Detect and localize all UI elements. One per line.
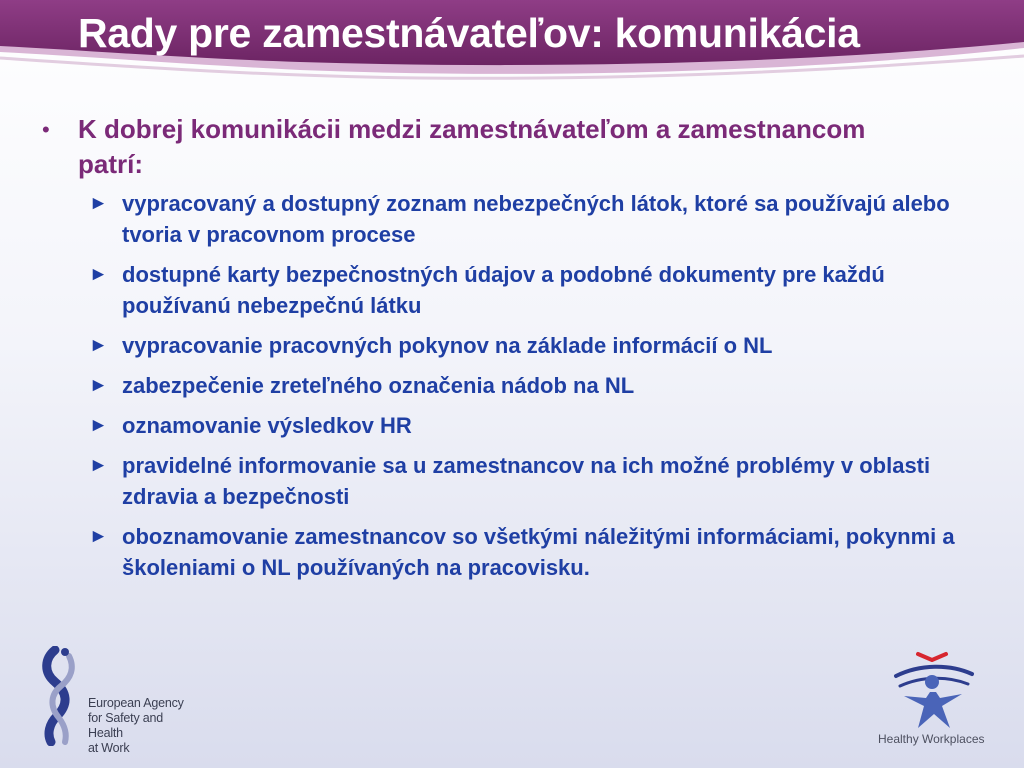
healthy-workplaces-emblem-icon: [870, 648, 1000, 732]
logo-text-line: for Safety and Health: [88, 711, 164, 740]
eu-osha-logo: [35, 646, 195, 755]
list-item: [89, 259, 992, 321]
title-banner: [0, 0, 1024, 92]
disc-bullet-icon: •: [42, 117, 50, 142]
eu-osha-emblem-icon: [35, 646, 95, 746]
triangle-right-icon: ►: [89, 264, 108, 285]
list-item: [89, 188, 992, 250]
eu-osha-logo-text: [88, 696, 195, 756]
triangle-right-icon: ►: [89, 455, 108, 476]
page-title: Rady pre zamestnávateľov: komunikácia: [78, 10, 860, 56]
list-item-text: zabezpečenie zreteľného označenia nádob na NL: [122, 373, 635, 398]
list-item: [89, 370, 992, 401]
list-item: [89, 410, 992, 441]
list-item-text: vypracovanie pracovných pokynov na základe informácií o NL: [122, 333, 773, 358]
list-item-text: pravidelné informovanie sa u zamestnancov na ich možné problémy v oblasti zdravia a bezpečnosti: [122, 453, 931, 509]
list-item: [89, 521, 992, 583]
list-item-text: oboznamovanie zamestnancov so všetkými náležitými informáciami, pokynmi a školeniami o NL používaných na pracovisku.: [122, 524, 955, 580]
main-bullet: [42, 112, 992, 182]
main-bullet-text: K dobrej komunikácii medzi zamestnávateľom a zamestnancom patrí:: [78, 114, 866, 179]
logo-text-line: European Agency: [88, 696, 184, 710]
healthy-workplaces-text: Healthy Workplaces: [878, 732, 985, 746]
list-item: [89, 330, 992, 361]
healthy-workplaces-logo: [870, 648, 1000, 748]
triangle-right-icon: ►: [89, 526, 108, 547]
list-item-text: oznamovanie výsledkov HR: [122, 413, 412, 438]
slide-content: [42, 112, 992, 592]
triangle-right-icon: ►: [89, 193, 108, 214]
triangle-right-icon: ►: [89, 375, 108, 396]
logo-text-line: at Work: [88, 741, 130, 755]
list-item-text: dostupné karty bezpečnostných údajov a podobné dokumenty pre každú používanú nebezpečnú látku: [122, 262, 885, 318]
list-item-text: vypracovaný a dostupný zoznam nebezpečných látok, ktoré sa používajú alebo tvoria v pracovnom procese: [122, 191, 950, 247]
list-item: [89, 450, 992, 512]
sub-list: [89, 188, 992, 583]
triangle-right-icon: ►: [89, 415, 108, 436]
triangle-right-icon: ►: [89, 335, 108, 356]
